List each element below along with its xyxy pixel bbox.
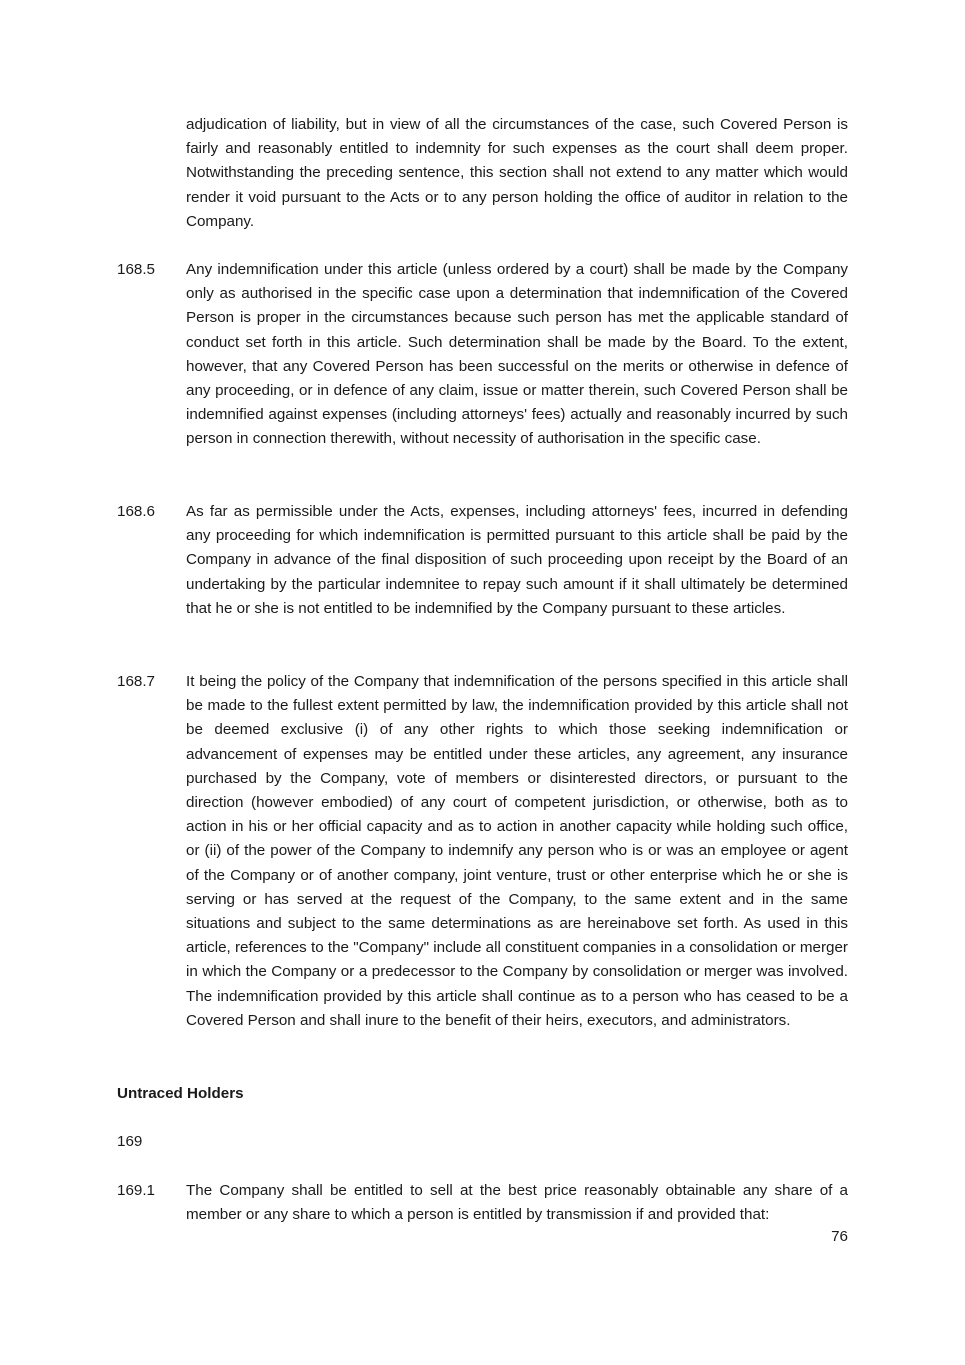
clause-number: 168.5 xyxy=(117,261,156,278)
clause-number: 169.1 xyxy=(117,1182,156,1199)
continuation-paragraph xyxy=(117,113,848,234)
article-number: 169 xyxy=(117,1133,143,1150)
clause-text: Any indemnification under this article (unless ordered by a court) shall be made by the Company only as authorised in the specific case upon a determination that indemnification of the Covered Person is proper in the circumstances because such person has met the applicable standard of conduct set forth in this article. Such determination shall be made by the Board. To the extent, however, that any Covered Person has been successful on the merits or otherwise in defence of any proceeding, or in defence of any claim, issue or matter therein, such Covered Person shall be indemnified against expenses (including attorneys' fees) actually and reasonably incurred by such person in connection therewith, without necessity of authorisation in the specific case. xyxy=(186,261,848,448)
clause-168-6 xyxy=(117,500,848,621)
clause-168-7 xyxy=(117,670,848,1033)
clause-number: 168.7 xyxy=(117,673,156,690)
clause-text: The Company shall be entitled to sell at the best price reasonably obtainable any share of a member or any share to which a person is entitled by transmission if and provided that: xyxy=(186,1182,848,1224)
clause-text: As far as permissible under the Acts, expenses, including attorneys' fees, incurred in defending any proceeding for which indemnification is permitted pursuant to this article shall be paid by the Company in advance of the final disposition of such proceeding upon receipt by the Board of an undertaking by the particular indemnitee to repay such amount if it shall ultimately be determined that he or she is not entitled to be indemnified by the Company pursuant to these articles. xyxy=(186,503,848,617)
clause-text: It being the policy of the Company that indemnification of the persons specified in this article shall be made to the fullest extent permitted by law, the indemnification provided by this article shall not be deemed exclusive (i) of any other rights to which those seeking indemnification or advancement of expenses may be entitled under these articles, any agreement, any insurance purchased by the Company, vote of members or disinterested directors, or pursuant to the direction (however embodied) of any court of competent jurisdiction, or otherwise, both as to action in his or her official capacity and as to action in another capacity while holding such office, or (ii) of the power of the Company to indemnify any person who is or was an employee or agent of the Company or of another company, joint venture, trust or other enterprise which he or she is serving or has served at the request of the Company, to the same extent and in the same situations and subject to the same determinations as are hereinabove set forth. As used in this article, references to the "Company" include all constituent companies in a consolidation or merger in which the Company or a predecessor to the Company by consolidation or merger was involved. The indemnification provided by this article shall continue as to a person who has ceased to be a Covered Person and shall inure to the benefit of their heirs, executors, and administrators. xyxy=(186,673,848,1029)
clause-169-1 xyxy=(117,1179,848,1227)
clause-number: 168.6 xyxy=(117,503,156,520)
section-heading: Untraced Holders xyxy=(117,1085,244,1102)
page-number: 76 xyxy=(831,1228,848,1245)
clause-168-5 xyxy=(117,258,848,452)
continuation-text: adjudication of liability, but in view of all the circumstances of the case, such Covered Person is fairly and reasonably entitled to indemnity for such expenses as the court shall deem proper. Notwithstanding the preceding sentence, this section shall not extend to any matter which would render it void pursuant to the Acts or to any person holding the office of auditor in relation to the Company. xyxy=(186,116,848,230)
